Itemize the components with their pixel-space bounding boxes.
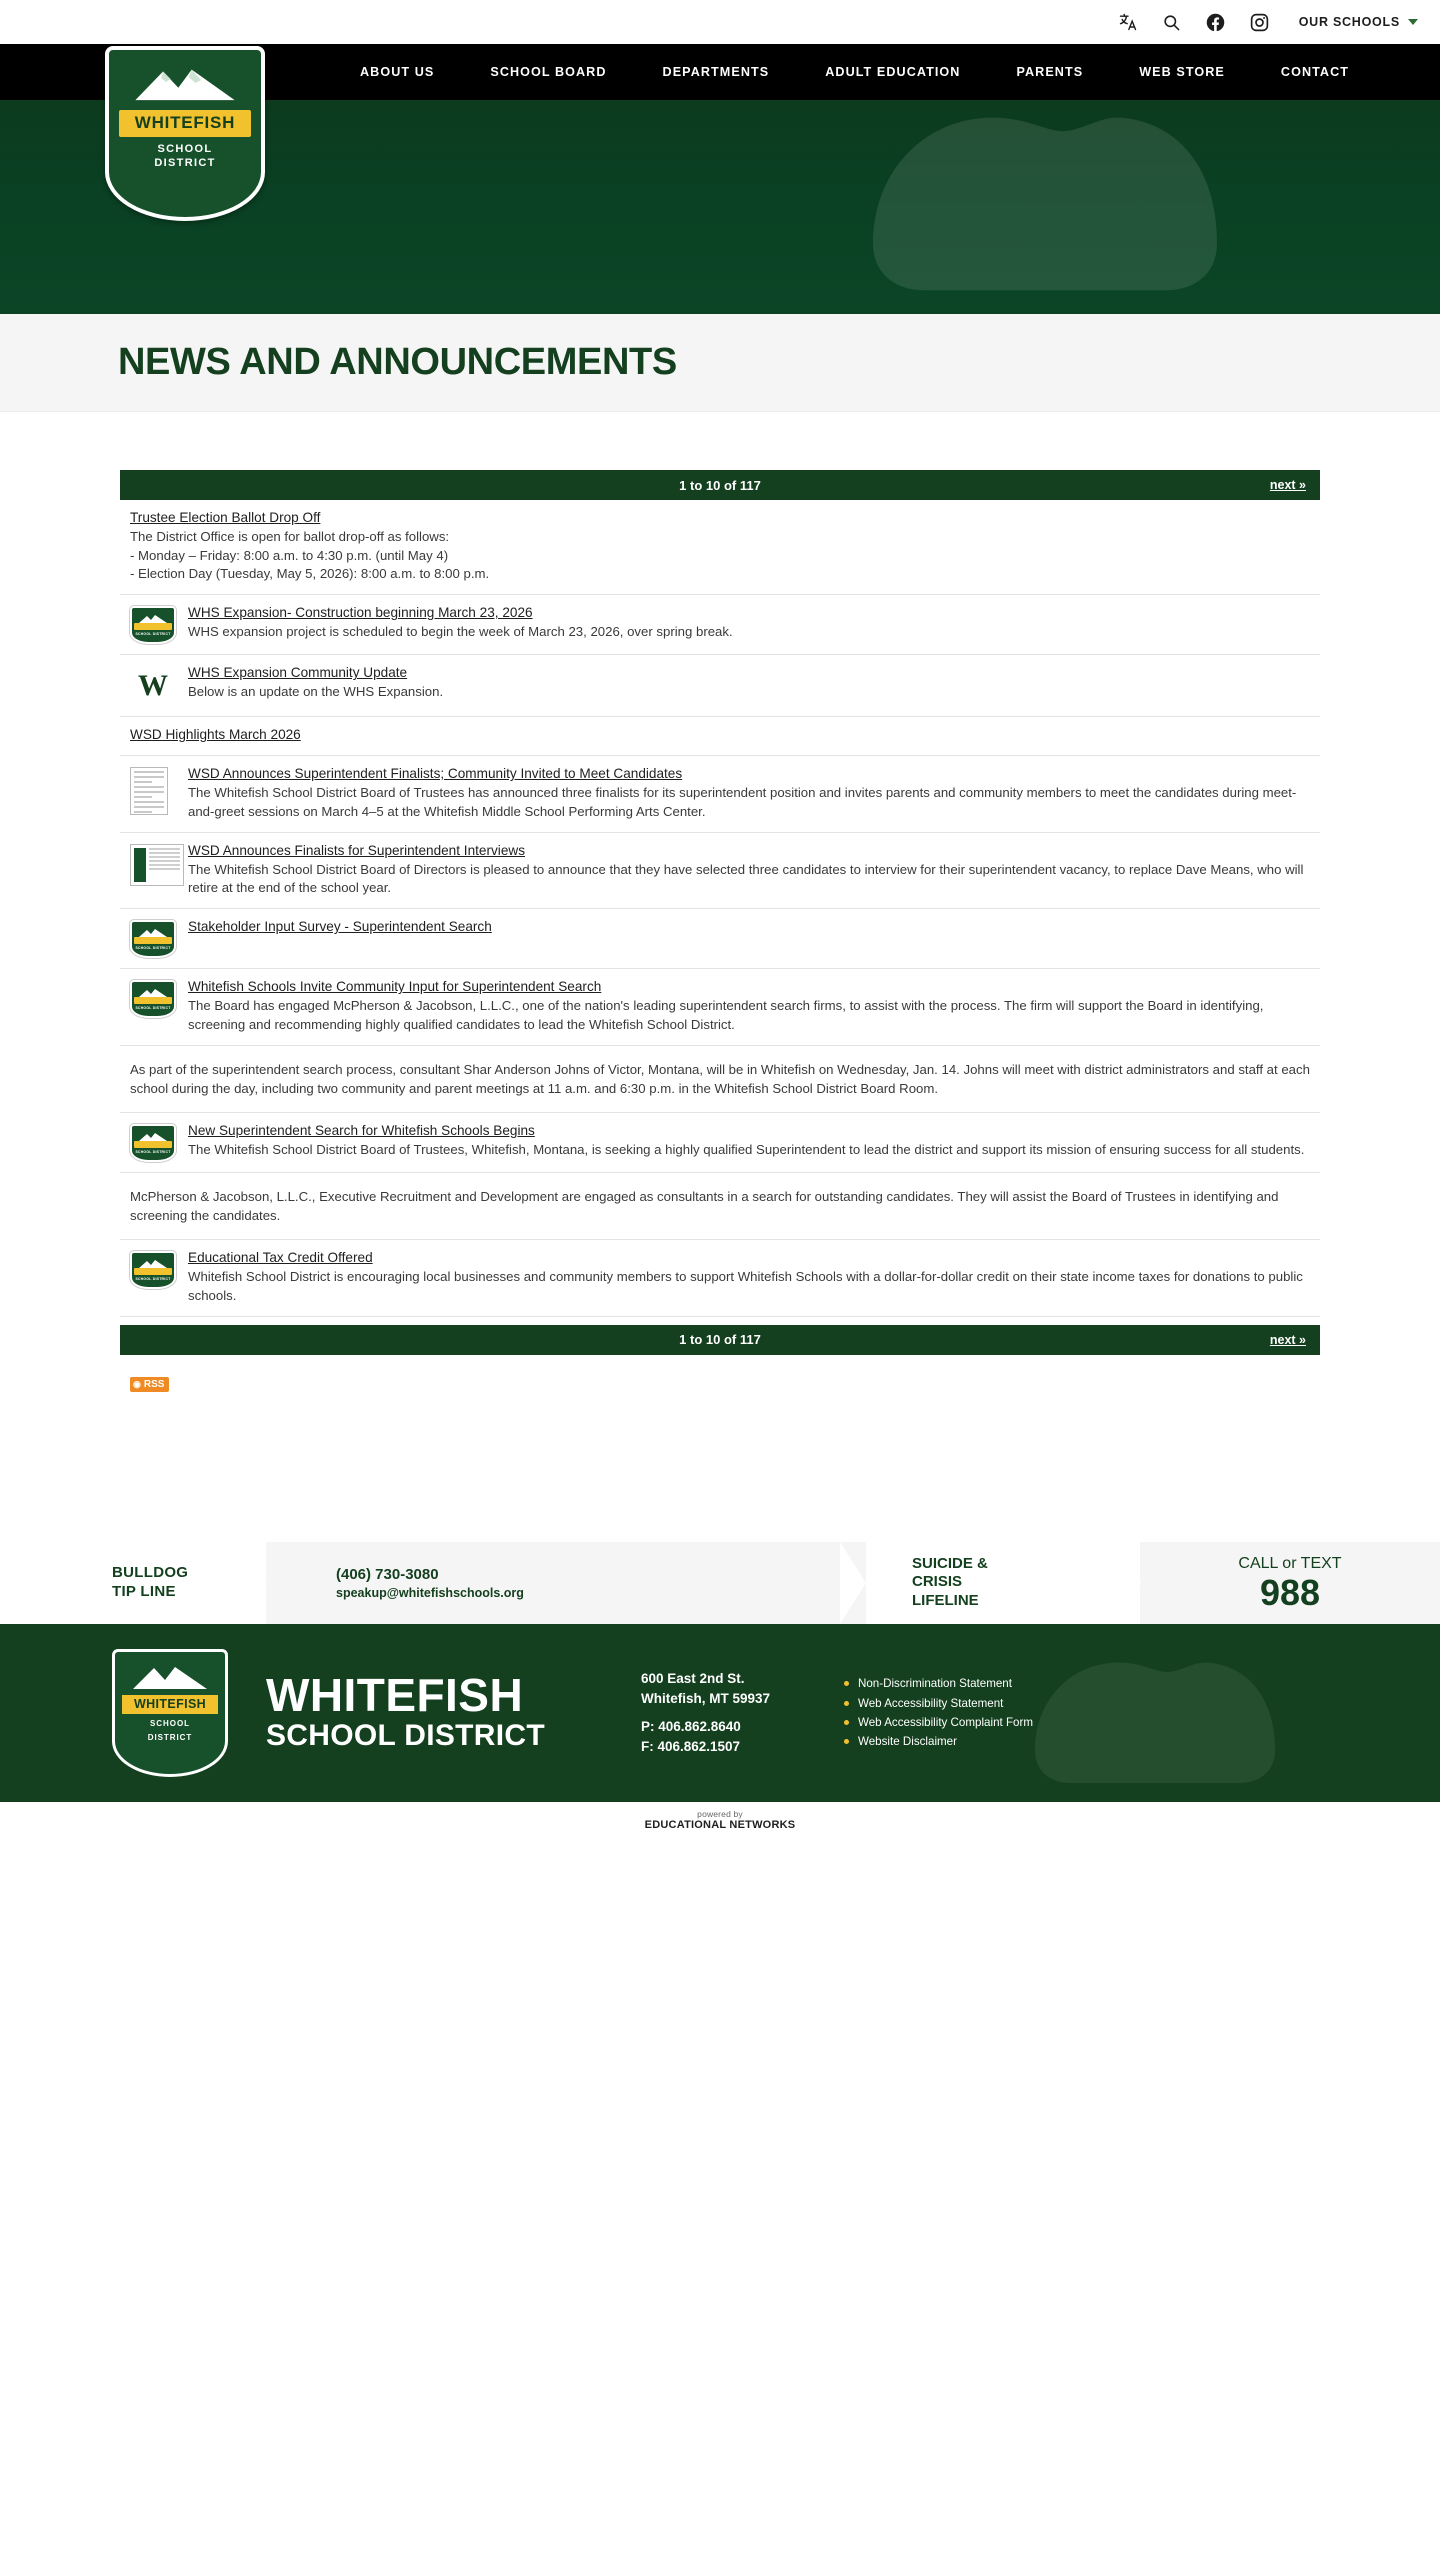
news-item[interactable] (120, 500, 1320, 595)
tipline-label-line2: TIP LINE (112, 1582, 176, 1600)
tipline-phone[interactable]: (406) 730-3080 (336, 1565, 439, 1583)
shield-icon (130, 1251, 176, 1289)
translate-icon[interactable] (1117, 11, 1139, 33)
footer-link-web-accessibility-statement[interactable]: Web Accessibility Statement (844, 1694, 1033, 1713)
news-item[interactable] (120, 1113, 1320, 1173)
news-item-line: The Whitefish School District Board of Directors is pleased to announce that they have selected three candidates to interview for their superintendent vacancy, to replace Dave Means, who will retire at the end of the school year. (188, 861, 1304, 896)
facebook-icon[interactable] (1205, 11, 1227, 33)
news-list (120, 470, 1320, 1542)
news-item-thumbnail (130, 844, 176, 886)
news-item[interactable] (120, 969, 1320, 1045)
footer-link-web-accessibility-complaint-form[interactable]: Web Accessibility Complaint Form (844, 1713, 1033, 1732)
news-item-headline[interactable]: WSD Highlights March 2026 (130, 727, 301, 743)
site-footer (0, 1624, 1440, 1802)
news-item[interactable] (120, 655, 1320, 717)
hotline-strip (0, 1542, 1440, 1624)
powered-by-bar (0, 1802, 1440, 1838)
crisis-label-line3: LIFELINE (912, 1591, 979, 1609)
w-letter-icon: W (138, 669, 168, 703)
news-item-body (188, 1249, 1310, 1305)
rss-button[interactable] (130, 1377, 169, 1392)
tipline-email[interactable]: speakup@whitefishschools.org (336, 1585, 524, 1600)
news-item-thumbnail (130, 920, 176, 958)
utility-bar (0, 0, 1440, 44)
news-item-thumbnail (130, 606, 176, 644)
news-item-line: The Whitefish School District Board of Trustees has announced three finalists for its superintendent position and invites parents and community members to meet the candidates during meet-and-greet sessions on March 4–5 at the Whitefish Middle School Performing Arts Center. (188, 785, 1297, 819)
news-item-body (188, 978, 1310, 1034)
news-item-line: Below is an update on the WHS Expansion. (188, 684, 444, 700)
logo-band (134, 623, 172, 630)
news-item[interactable] (120, 909, 1320, 969)
mountain-icon (138, 1256, 168, 1266)
mountain-icon (138, 611, 168, 621)
news-item[interactable] (120, 717, 1320, 756)
news-item-body (188, 664, 1310, 702)
page-title-band (0, 314, 1440, 412)
crisis-call-text (1140, 1542, 1440, 1624)
news-item-thumbnail (130, 666, 176, 706)
call-text-number[interactable]: 988 (1259, 1571, 1321, 1613)
crisis-label-line1: SUICIDE & (912, 1555, 988, 1573)
pager-count-bottom: 1 to 10 of 117 (679, 1332, 761, 1348)
district-logo[interactable] (105, 46, 265, 221)
logo-sub: SCHOOL DISTRICT (135, 946, 171, 951)
call-text-label: CALL or TEXT (1238, 1554, 1342, 1572)
mountain-icon (131, 1661, 209, 1691)
nav-item-departments[interactable]: DEPARTMENTS (662, 65, 770, 79)
nav-item-contact[interactable]: CONTACT (1280, 65, 1350, 79)
logo-sub-school: SCHOOL (157, 143, 213, 155)
news-item-body (188, 842, 1310, 898)
news-item-line: - Election Day (Tuesday, May 5, 2026): 8:00 a.m. to 8:00 p.m. (130, 566, 490, 582)
chevron-right-icon (1115, 1542, 1141, 1624)
logo-wordmark: WHITEFISH (119, 110, 251, 137)
news-item-line: The Board has engaged McPherson & Jacobson, L.L.C., one of the nation's leading superintendent search firms, to assist with the process. The firm will support the Board in identifying, screening and recommending highly qualified candidates to lead the Whitefish School District. (188, 998, 1264, 1032)
logo-wordmark: WHITEFISH (122, 1695, 218, 1714)
news-item[interactable] (120, 595, 1320, 655)
news-item-line: The District Office is open for ballot drop-off as follows: (130, 529, 450, 544)
shield-icon (130, 920, 176, 958)
news-item-thumbnail (130, 1124, 176, 1162)
nav-item-parents[interactable]: PARENTS (1016, 65, 1084, 79)
logo-sub: SCHOOL DISTRICT (135, 632, 171, 637)
document-icon (130, 844, 184, 886)
news-item[interactable] (120, 756, 1320, 832)
pager-top (120, 470, 1320, 500)
logo-band (134, 997, 172, 1004)
rss-icon: ◉ (133, 1378, 141, 1389)
footer-name-line1: WHITEFISH (266, 1669, 524, 1722)
instagram-icon[interactable] (1249, 11, 1271, 33)
logo-sub-district: DISTRICT (154, 157, 216, 169)
chevron-down-icon (1408, 19, 1418, 25)
pager-count-top: 1 to 10 of 117 (679, 477, 761, 493)
bulldog-tip-line[interactable] (0, 1542, 266, 1624)
news-item-line: The Whitefish School District Board of Trustees, Whitefish, Montana, is seeking a highly qualified Superintendent to lead the district and support its mission of ensuring success for all students. (188, 1141, 1305, 1157)
logo-band (134, 1268, 172, 1275)
news-item-body (188, 918, 1310, 937)
news-standalone-paragraph: As part of the superintendent search process, consultant Shar Anderson Johns of Victor, Montana, will be in Whitefish on Wednesday, Jan. 14. Johns will meet with district administrators and staff at each school during the day, including two community and parent meetings at 11 a.m. and 6:30 p.m. in the Whitefish School District Board Room. (120, 1046, 1320, 1113)
news-item-headline[interactable]: Stakeholder Input Survey - Superintendent Search (188, 919, 492, 935)
nav-item-web-store[interactable]: WEB STORE (1139, 65, 1225, 79)
news-item-headline[interactable]: WHS Expansion- Construction beginning March 23, 2026 (188, 605, 533, 621)
crisis-label-line2: CRISIS (912, 1573, 963, 1591)
nav-item-adult-education[interactable]: ADULT EDUCATION (825, 65, 961, 79)
logo-sub-district: DISTRICT (147, 1732, 193, 1742)
logo-shield (105, 46, 265, 221)
main-content (0, 412, 1440, 1542)
shield-icon (130, 606, 176, 644)
footer-phone: P: 406.862.8640 (640, 1719, 741, 1735)
news-item-headline[interactable]: New Superintendent Search for Whitefish Schools Begins (188, 1122, 535, 1138)
pager-next-bottom[interactable]: next » (1269, 1332, 1306, 1347)
site-header (0, 44, 1440, 314)
our-schools-label: OUR SCHOOLS (1298, 15, 1400, 29)
mountain-icon (138, 925, 168, 935)
logo-sub: SCHOOL DISTRICT (135, 1006, 171, 1011)
footer-fax: F: 406.862.1507 (640, 1738, 741, 1754)
news-item-body (188, 765, 1310, 821)
suicide-crisis-lifeline[interactable] (840, 1542, 1140, 1624)
search-icon[interactable] (1161, 11, 1183, 33)
rss-label: RSS (143, 1378, 165, 1390)
news-item-headline[interactable]: Educational Tax Credit Offered (188, 1250, 373, 1266)
news-standalone-paragraph: McPherson & Jacobson, L.L.C., Executive Recruitment and Development are engaged as consultants in a search for outstanding candidates. They will assist the Board of Trustees in identifying and screening the candidates. (120, 1173, 1320, 1240)
our-schools-dropdown[interactable] (1299, 15, 1418, 29)
news-item-headline[interactable]: Whitefish Schools Invite Community Input for Superintendent Search (188, 979, 602, 995)
logo-sub-school: SCHOOL (150, 1718, 190, 1728)
logo-band (134, 937, 172, 944)
news-item[interactable] (120, 833, 1320, 909)
powered-by-vendor[interactable]: EDUCATIONAL NETWORKS (644, 1818, 796, 1831)
footer-links (844, 1674, 1033, 1751)
footer-address-line2: Whitefish, MT 59937 (640, 1690, 770, 1706)
shield-icon (130, 980, 176, 1018)
news-item-headline[interactable]: Trustee Election Ballot Drop Off (130, 510, 321, 525)
shield-icon (130, 1124, 176, 1162)
news-item-headline[interactable]: WSD Announces Finalists for Superintendent Interviews (188, 842, 525, 858)
footer-name-line2: SCHOOL DISTRICT (266, 1719, 545, 1753)
pager-bottom (120, 1325, 1320, 1355)
logo-sub: SCHOOL DISTRICT (135, 1149, 171, 1154)
powered-by-label: powered by (697, 1808, 743, 1819)
pager-next-top[interactable]: next » (1269, 478, 1306, 492)
news-item-headline[interactable]: WHS Expansion Community Update (188, 665, 408, 681)
mountain-icon (138, 1129, 168, 1139)
footer-district-logo[interactable] (112, 1649, 228, 1777)
chevron-notch-icon (840, 1542, 866, 1624)
news-item-body (188, 604, 1310, 642)
tipline-contact (266, 1542, 840, 1624)
news-item-body (130, 509, 1310, 584)
footer-link-non-discrimination[interactable]: Non-Discrimination Statement (844, 1674, 1033, 1693)
content-spacer (120, 1392, 1320, 1542)
nav-item-about-us[interactable]: ABOUT US (360, 65, 435, 79)
chevron-right-icon (241, 1542, 267, 1624)
news-item-thumbnail (130, 767, 176, 815)
footer-link-website-disclaimer[interactable]: Website Disclaimer (844, 1732, 1033, 1751)
news-item-body (188, 1122, 1310, 1160)
news-item[interactable] (120, 1240, 1320, 1316)
news-item-line: WHS expansion project is scheduled to begin the week of March 23, 2026, over spring break. (188, 624, 733, 640)
logo-sub: SCHOOL DISTRICT (135, 1277, 171, 1282)
bulldog-mascot-icon (990, 1630, 1320, 1802)
logo-band (134, 1141, 172, 1148)
tipline-label-line1: BULLDOG (112, 1563, 189, 1581)
page-title: NEWS AND ANNOUNCEMENTS (118, 341, 677, 383)
footer-district-name (266, 1669, 545, 1753)
news-item-line: Whitefish School District is encouraging local businesses and community members to support Whitefish Schools with a dollar-for-dollar credit on their state income taxes for donations to public schools. (188, 1269, 1303, 1303)
document-icon (130, 767, 168, 815)
footer-address-line1: 600 East 2nd St. (640, 1671, 745, 1687)
mountain-icon (138, 985, 168, 995)
logo-shield (112, 1649, 228, 1777)
news-item-thumbnail (130, 1251, 176, 1289)
news-item-body (130, 726, 1310, 745)
footer-address (641, 1669, 770, 1756)
mountain-icon (131, 62, 239, 104)
nav-item-school-board[interactable]: SCHOOL BOARD (490, 65, 607, 79)
news-item-line: - Monday – Friday: 8:00 a.m. to 4:30 p.m. (until May 4) (130, 547, 449, 563)
news-item-thumbnail (130, 980, 176, 1018)
news-item-headline[interactable]: WSD Announces Superintendent Finalists; Community Invited to Meet Candidates (188, 766, 683, 782)
bulldog-mascot-icon (830, 100, 1260, 314)
